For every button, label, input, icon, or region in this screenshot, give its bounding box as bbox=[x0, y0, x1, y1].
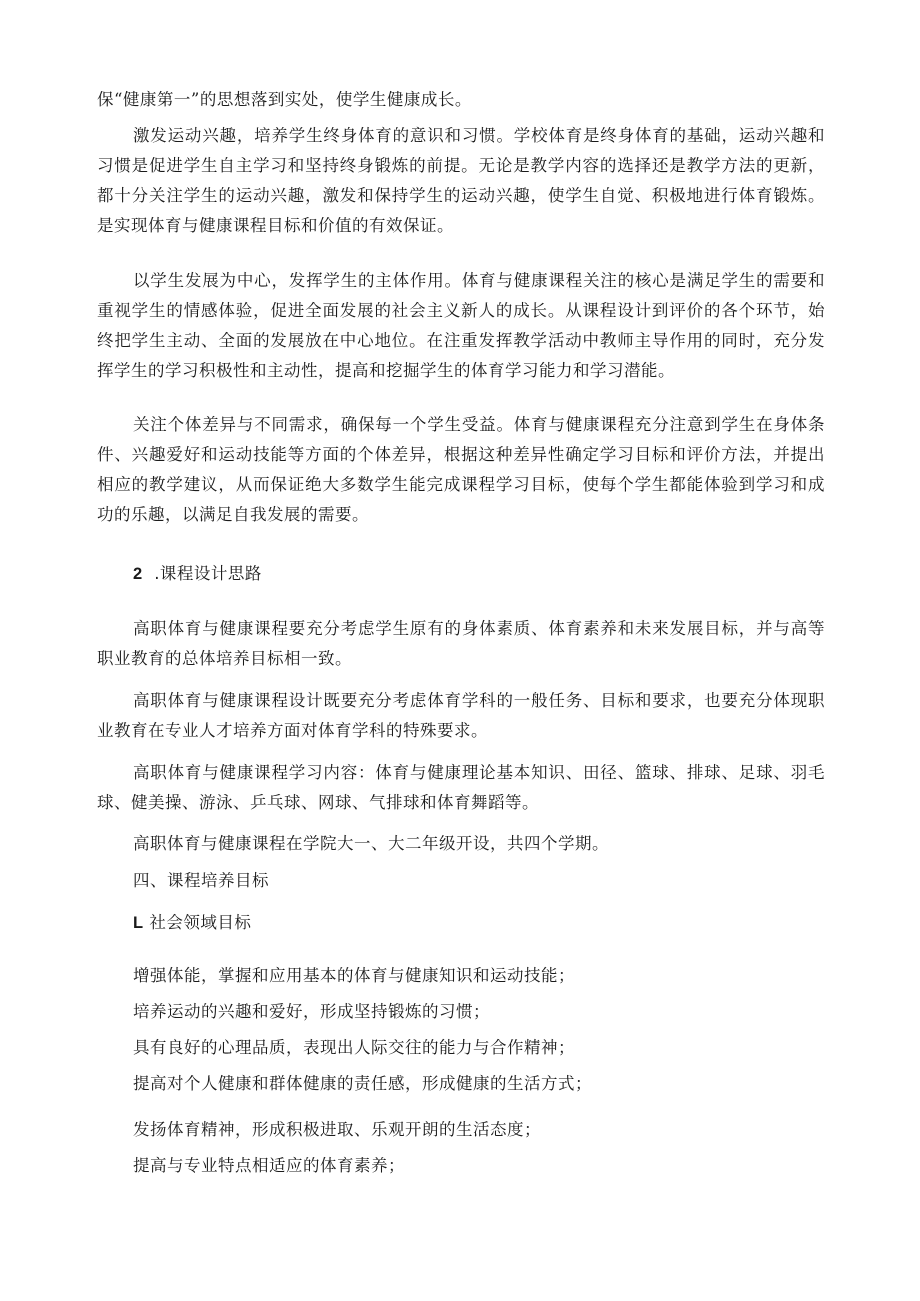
heading-course-goals: 四、课程培养目标 bbox=[133, 871, 269, 890]
paragraph-design-3: 高职体育与健康课程学习内容：体育与健康理论基本知识、田径、篮球、排球、足球、羽毛球、健美操、游泳、乒乓球、网球、气排球和体育舞蹈等。 bbox=[97, 763, 825, 812]
paragraph-individual-difference: 关注个体差异与不同需求，确保每一个学生受益。体育与健康课程充分注意到学生在身体条件、兴趣爱好和运动技能等方面的个体差异，根据这种差异性确定学习目标和评价方法，并提出相应的教学建议，从而保证绝大多数学生能完成课程学习目标，使每个学生都能体验到学习和成功的乐趣，以满足自我发展的需要。 bbox=[97, 415, 825, 524]
heading-social-goals-number: L bbox=[133, 914, 144, 932]
heading-course-design-number: 2 bbox=[133, 565, 143, 583]
paragraph-student-center: 以学生发展为中心，发挥学生的主体作用。体育与健康课程关注的核心是满足学生的需要和重视学生的情感体验，促进全面发展的社会主义新人的成长。从课程设计到评价的各个环节，始终把学生主动、全面的发展放在中心地位。在注重发挥教学活动中教师主导作用的同时，充分发挥学生的学习积极性和主动性，提高和挖掘学生的体育学习能力和学习潜能。 bbox=[97, 271, 825, 380]
goal-item: 具有良好的心理品质，表现出人际交往的能力与合作精神； bbox=[133, 1038, 575, 1057]
goal-item: 增强体能，掌握和应用基本的体育与健康知识和运动技能； bbox=[133, 966, 575, 985]
heading-social-goals bbox=[133, 910, 251, 936]
goal-item: 提高与专业特点相适应的体育素养； bbox=[133, 1156, 405, 1175]
heading-course-design-text: .课程设计思路 bbox=[154, 564, 262, 583]
goal-item: 培养运动的兴趣和爱好，形成坚持锻炼的习惯； bbox=[133, 1002, 490, 1021]
paragraph-design-1: 高职体育与健康课程要充分考虑学生原有的身体素质、体育素养和未来发展目标，并与高等职业教育的总体培养目标相一致。 bbox=[97, 619, 825, 668]
paragraph-design-4: 高职体育与健康课程在学院大一、大二年级开设，共四个学期。 bbox=[133, 834, 609, 853]
heading-social-goals-text: 社会领域目标 bbox=[149, 913, 252, 932]
paragraph-intro-end: 保“健康第一”的思想落到实处，使学生健康成长。 bbox=[97, 90, 472, 109]
goal-item: 发扬体育精神，形成积极进取、乐观开朗的生活态度； bbox=[133, 1120, 541, 1139]
paragraph-interest: 激发运动兴趣，培养学生终身体育的意识和习惯。学校体育是终身体育的基础，运动兴趣和习惯是促进学生自主学习和坚持终身锻炼的前提。无论是教学内容的选择还是教学方法的更新，都十分关注学生的运动兴趣，激发和保持学生的运动兴趣，使学生自觉、积极地进行体育锻炼。是实现体育与健康课程目标和价值的有效保证。 bbox=[97, 126, 825, 235]
goal-item: 提高对个人健康和群体健康的责任感，形成健康的生活方式； bbox=[133, 1074, 592, 1093]
heading-course-design bbox=[133, 561, 262, 587]
paragraph-design-2: 高职体育与健康课程设计既要充分考虑体育学科的一般任务、目标和要求，也要充分体现职业教育在专业人才培养方面对体育学科的特殊要求。 bbox=[97, 691, 825, 740]
